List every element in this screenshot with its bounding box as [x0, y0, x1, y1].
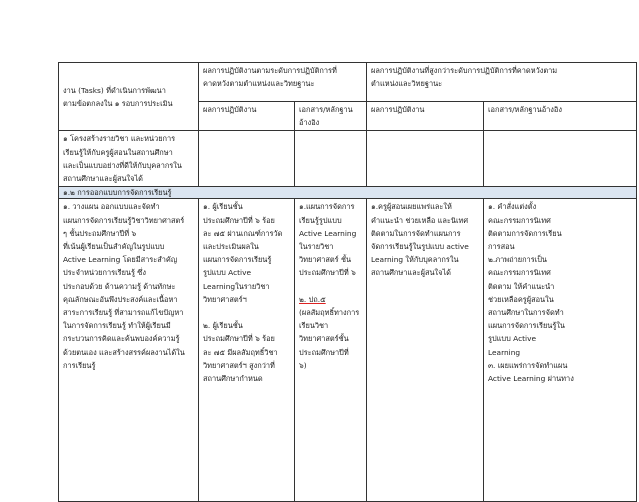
evidence-cell [295, 199, 367, 502]
table-row [59, 131, 637, 187]
header-higher-level: ผลการปฏิบัติงานที่สูงกว่าระดับการปฏิบัติการที่คาดหวังตาม ตำแหน่งและวิทยฐานะ [367, 63, 637, 102]
header-current-level: ผลการปฏิบัติงานตามระดับการปฏิบัติการที่ คาดหวังตามตำแหน่งและวิทยฐานะ [199, 63, 367, 102]
table-row [59, 199, 637, 502]
evidence-item-1: ๑.แผนการจัดการ เรียนรู้รูปแบบ Active Learning ในรายวิชา วิทยาศาสตร์ ชั้น ประถมศึกษาปีที่ ๖ [299, 202, 357, 278]
task-cell: ๑. วางแผน ออกแบบและจัดทำ แผนการจัดการเรียนรู้วิชาวิทยาศาสตร์ ๆ ชั้นประถมศึกษาปีที่ ๖ ที่เน้นผู้เรียนเป็นสำคัญในรูปแบบ Active Learning โดยมีสาระสำคัญ ประจำหน่วยการเรียนรู้ ซึ่ง ประกอบด้วย ด้านความรู้ ด้านทักษะ คุณลักษณะอันพึงประสงค์และเนื้อหา สาระการเรียนรู้ ที่สามารถแก้ไขปัญหา ในการจัดการเรียนรู้ ทำให้ผู้เรียนมี กระบวนการคิดและค้นพบองค์ความรู้ ด้วยตนเอง และสร้างสรรค์ผลงานได้ใน การเรียนรู้ [59, 199, 199, 502]
header-result-1: ผลการปฏิบัติงาน [199, 102, 295, 131]
empty-cell [295, 131, 367, 187]
empty-cell [199, 131, 295, 187]
header-evidence-2: เอกสาร/หลักฐานอ้างอิง [484, 102, 637, 131]
header-result-2: ผลการปฏิบัติงาน [367, 102, 484, 131]
evidence-item-3: (ผลสัมฤทธิ์ทางการ เรียนวิชา วิทยาศาสตร์ชั้น ประถมศึกษาปีที่ ๖) [299, 308, 360, 370]
performance-table [58, 62, 637, 502]
empty-cell [484, 131, 637, 187]
evidence-cell: ๑. คำสั่งแต่งตั้ง คณะกรรมการนิเทศ ติดตามการจัดการเรียน การสอน ๒.ภาพถ่ายการเป็น คณะกรรมการนิเทศ ติดตาม ให้คำแนะนำ ช่วยเหลือครูผู้สอนใน สถานศึกษาในการจัดทำ แผนการจัดการเรียนรู้ใน รูปแบบ Active Learning ๓. เผยแพร่การจัดทำแผน Active Learning ผ่านทาง [484, 199, 637, 502]
section-row [59, 187, 637, 199]
header-evidence-1: เอกสาร/หลักฐาน อ้างอิง [295, 102, 367, 131]
empty-cell [367, 131, 484, 187]
evidence-item-2: ๒. ปถ.๕ [299, 294, 326, 304]
task-cell: ๑ โครงสร้างรายวิชา และหน่วยการ เรียนรู้ให้กับครูผู้สอนในสถานศึกษา และเป็นแบบอย่างที่ดีให้กับบุคลากรใน สถานศึกษาและผู้สนใจได้ [59, 131, 199, 187]
result-cell: ๑.ครูผู้สอนเผยแพร่และให้ คำแนะนำ ช่วยเหลือ และนิเทศ ติดตามในการจัดทำแผนการ จัดการเรียนรู้ในรูปแบบ active Learning ให้กับบุคลากรใน สถานศึกษาและผู้สนใจได้ [367, 199, 484, 502]
header-row-1 [59, 63, 637, 102]
section-heading: ๑.๒ การออกแบบการจัดการเรียนรู้ [59, 187, 637, 199]
result-cell: ๑. ผู้เรียนชั้น ประถมศึกษาปีที่ ๖ ร้อย ละ ๗๕ ผ่านเกณฑ์การวัด และประเมินผลใน แผนการจัดการเรียนรู้ รูปแบบ Active Learningในรายวิชา วิทยาศาสตร์ฯ ๒. ผู้เรียนชั้น ประถมศึกษาปีที่ ๖ ร้อย ละ ๗๕ มีผลสัมฤทธิ์วิชา วิทยาศาสตร์ฯ สูงกว่าที่ สถานศึกษากำหนด [199, 199, 295, 502]
header-task-cell: งาน (Tasks) ที่ดำเนินการพัฒนา ตามข้อตกลงใน ๑ รอบการประเมิน [59, 63, 199, 131]
